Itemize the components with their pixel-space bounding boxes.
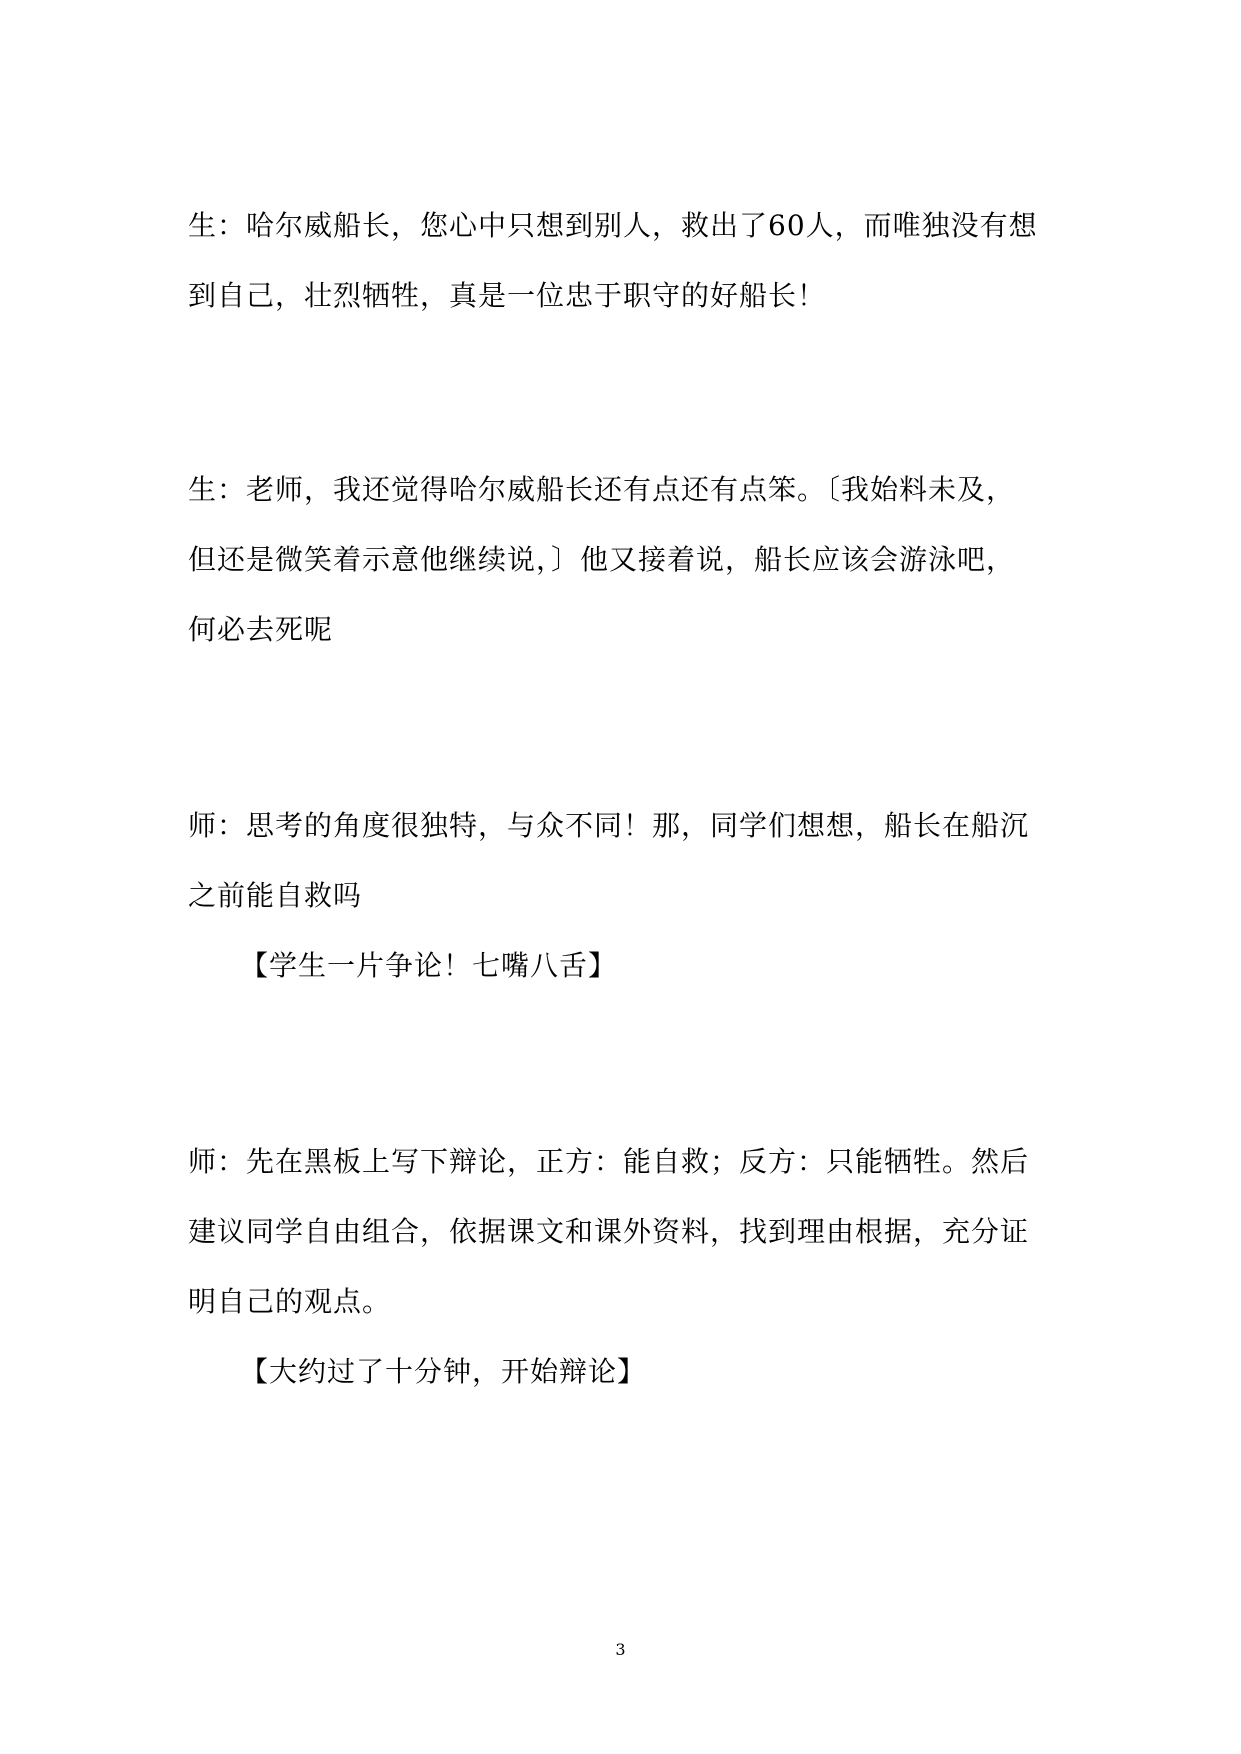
page-number: 3 [615, 1640, 626, 1659]
paragraph-1-line-1: 生：哈尔威船长，您心中只想到别人，救出了60人，而唯独没有想 [188, 209, 1038, 242]
paragraph-1-line-2: 到自己，壮烈牺牲，真是一位忠于职守的好船长！ [188, 279, 827, 312]
paragraph-5-line-3: 明自己的观点。 [188, 1285, 392, 1318]
paragraph-5-line-1: 师：先在黑板上写下辩论，正方：能自救；反方：只能牺牲。然后 [188, 1145, 1030, 1178]
stage-direction-ten-minutes: 【大约过了十分钟，开始辩论】 [240, 1355, 647, 1388]
paragraph-3-line-2: 之前能自救吗 [188, 879, 363, 912]
paragraph-2-line-1: 生：老师，我还觉得哈尔威船长还有点还有点笨。〔我始料未及， [188, 473, 1016, 506]
paragraph-2-line-2: 但还是微笑着示意他继续说，〕他又接着说，船长应该会游泳吧， [188, 543, 1016, 576]
paragraph-5-line-2: 建议同学自由组合，依据课文和课外资料，找到理由根据，充分证 [188, 1215, 1030, 1248]
paragraph-2-line-3: 何必去死呢 [188, 613, 334, 646]
stage-direction-debate: 【学生一片争论！七嘴八舌】 [240, 949, 618, 982]
paragraph-3-line-1: 师：思考的角度很独特，与众不同！那，同学们想想，船长在船沉 [188, 809, 1030, 842]
